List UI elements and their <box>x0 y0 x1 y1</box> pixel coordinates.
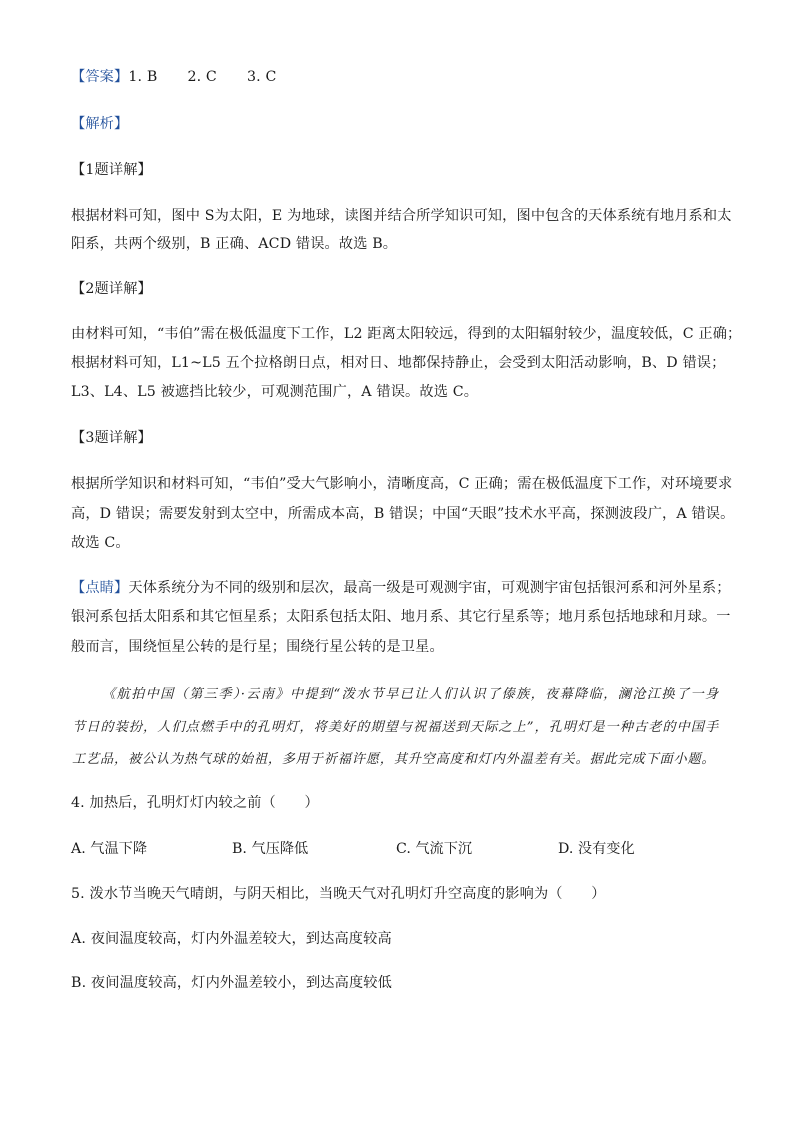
tip-tag: 【点睛】 <box>71 580 129 596</box>
tip-text-1: 天体系统分为不同的级别和层次，最高一级是可观测宇宙，可观测宇宙包括银河系和河外星系； <box>128 580 731 596</box>
material-line-1: 《航拍中国（第三季）·云南》中提到“泼水节早已让人们认识了傣族，夜幕降临，澜沧江换了一身 <box>102 687 719 702</box>
tip-line-1 <box>71 577 731 597</box>
q3-line-3: 故选 C。 <box>71 535 130 551</box>
q5-option-a[interactable]: A. 夜间温度较高，灯内外温差较大，到达高度较高 <box>71 931 392 947</box>
q3-tag: 【3题详解】 <box>71 430 152 446</box>
q1-tag: 【1题详解】 <box>71 162 152 178</box>
q2-line-1: 由材料可知，“韦伯”需在极低温度下工作，L2 距离太阳较远，得到的太阳辐射较少，温度较低，C 正确； <box>71 326 742 342</box>
q3-line-2: 高，D 错误；需要发射到太空中，所需成本高，B 错误；中国“天眼”技术水平高，探测波段广，A 错误。 <box>71 506 735 522</box>
q4-option-a[interactable]: A. 气温下降 <box>71 841 148 857</box>
answer-1: 1. B <box>128 69 158 85</box>
q2-line-2: 根据材料可知，L1~L5 五个拉格朗日点，相对日、地都保持静止，会受到太阳活动影响，B、D 错误； <box>71 355 726 371</box>
analysis-tag: 【解析】 <box>71 116 129 132</box>
q2-line-3: L3、L4、L5 被遮挡比较少，可观测范围广，A 错误。故选 C。 <box>71 384 479 400</box>
answer-3: 3. C <box>246 69 277 85</box>
material-line-2: 节日的装扮，人们点燃手中的孔明灯，将美好的期望与祝福送到天际之上”，孔明灯是一种古老的中国手 <box>72 720 719 735</box>
question-4-stem: 4. 加热后，孔明灯灯内较之前（ ） <box>71 795 319 811</box>
q4-option-b[interactable]: B. 气压降低 <box>232 841 309 857</box>
question-5-stem: 5. 泼水节当晚天气晴朗，与阴天相比，当晚天气对孔明灯升空高度的影响为（ ） <box>71 886 606 902</box>
material-line-3: 工艺品，被公认为热气球的始祖，多用于祈福许愿，其升空高度和灯内外温差有关。据此完成下面小题。 <box>72 752 716 767</box>
q1-line-1: 根据材料可知，图中 S为太阳，E 为地球，读图并结合所学知识可知，图中包含的天体系统有地月系和太 <box>71 208 732 224</box>
answer-tag: 【答案】 <box>71 69 129 85</box>
tip-line-2: 银河系包括太阳系和其它恒星系；太阳系包括太阳、地月系、其它行星系等；地月系包括地球和月球。一 <box>71 609 731 625</box>
answer-line <box>71 66 724 86</box>
answer-2: 2. C <box>187 69 217 85</box>
q2-tag: 【2题详解】 <box>71 281 152 297</box>
tip-line-3: 般而言，围绕恒星公转的是行星；围绕行星公转的是卫星。 <box>71 639 444 655</box>
q4-option-d[interactable]: D. 没有变化 <box>558 841 635 857</box>
q5-option-b[interactable]: B. 夜间温度较高，灯内外温差较小，到达高度较低 <box>71 975 392 991</box>
q4-option-c[interactable]: C. 气流下沉 <box>396 841 473 857</box>
q3-line-1: 根据所学知识和材料可知，“韦伯”受大气影响小，清晰度高，C 正确；需在极低温度下工作，对环境要求 <box>71 476 733 492</box>
q1-line-2: 阳系，共两个级别，B 正确、ACD 错误。故选 B。 <box>71 236 398 252</box>
